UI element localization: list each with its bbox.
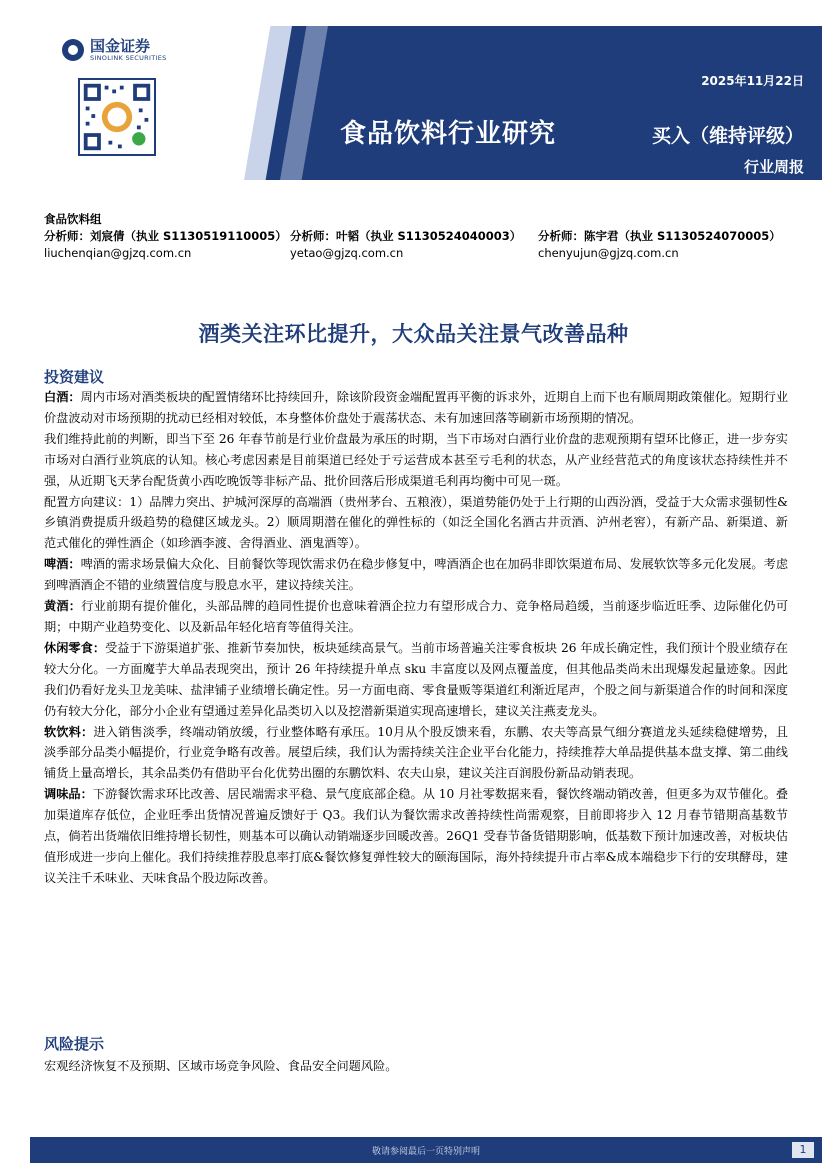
analyst-name: 分析师：陈宇君（执业 S1130524070005）	[538, 229, 781, 243]
report-subkind: 证券研究报告	[744, 183, 804, 194]
logo-icon	[62, 39, 84, 61]
analyst-2	[290, 228, 521, 262]
footer-disclaimer: 敬请参阅最后一页特别声明	[371, 1147, 480, 1157]
report-date: 2025年11月22日	[701, 74, 804, 88]
paragraph-text: 啤酒的需求场景偏大众化、目前餐饮等现饮需求仍在稳步修复中，啤酒酒企也在加码非即饮渠道布局、发展软饮等多元化发展。考虑到啤酒酒企不错的业绩置信度与股息水平，建议持续关注。	[44, 557, 789, 593]
analyst-name: 分析师：刘宸倩（执业 S1130519110005）	[44, 229, 287, 243]
footer-bar	[30, 1137, 822, 1163]
paragraph-condiments	[44, 784, 788, 889]
analyst-email[interactable]: chenyujun@gjzq.com.cn	[538, 246, 679, 260]
paragraph-snacks	[44, 638, 788, 722]
paragraph-text: 行业前期有提价催化，头部品牌的趋同性提价也意味着酒企拉力有望形成合力、竞争格局趋缓，当前逐步临近旺季、边际催化仍可期；中期产业趋势变化、以及新品年轻化培育等值得关注。	[44, 599, 789, 634]
paragraph-baijiu	[44, 387, 788, 429]
analyst-email[interactable]: liuchenqian@gjzq.com.cn	[44, 246, 192, 260]
paragraph-text: 周内市场对酒类板块的配置情绪环比持续回升，除该阶段资金端配置再平衡的诉求外，近期自上而下也有顺周期政策催化。短期行业价盘波动对市场预期的扰动已经相对较低，本身整体价盘处于震荡状态、未有加速回落等刷新市场预期的情况。	[44, 390, 789, 425]
paragraph-soft-drinks	[44, 722, 788, 785]
paragraph-beer	[44, 554, 788, 596]
investment-heading: 投资建议	[44, 368, 105, 386]
paragraph-text: 配置方向建议：1）品牌力突出、护城河深厚的高端酒（贵州茅台、五粮液），渠道势能仍处于上行期的山西汾酒，受益于大众需求强韧性&乡镇消费提质升级趋势的稳健区域龙头。2）顺周期潜在催化的弹性标的（如泛全国化名酒古井贡酒、泸州老窖），有新产品、新渠道、新范式催化的弹性酒企（如珍酒李渡、舍得酒业、酒鬼酒等）。	[44, 494, 788, 551]
paragraph-allocation	[44, 492, 788, 555]
paragraph-label: 啤酒：	[44, 557, 81, 572]
paragraph-label: 休闲零食：	[44, 640, 106, 655]
analyst-group: 食品饮料组	[44, 212, 102, 226]
paragraph-yellow-wine	[44, 596, 788, 638]
page-number: 1	[792, 1142, 814, 1158]
paragraph-text: 进入销售淡季，终端动销放缓，行业整体略有承压。10月从个股反馈来看，东鹏、农夫等高景气细分赛道龙头延续稳健增势，且淡季部分品类小幅提价，行业竞争略有改善。展望后续，我们认为需持续关注企业平台化能力，持续推荐大单品提供基本盘支撑、第二曲线铺货上量高增长，其余品类仍有借助平台化优势出圈的东鹏饮料、农夫山泉，建议关注百润股份新品动销表现。	[44, 724, 788, 781]
paragraph-text: 我们维持此前的判断，即当下至 26 年春节前是行业价盘最为承压的时期，当下市场对白酒行业价盘的悲观预期有望环比修正，进一步夯实市场对白酒行业筑底的认知。核心考虑因素是目前渠道已经处于亏运营成本甚至亏毛利的状态，从产业经营范式的角度该状态持续性并不强，从近期飞天茅台配货黄小西吃晚饭等非标产品、批价回落后形成渠道毛利再均衡中可见一斑。	[44, 431, 788, 488]
rating: 买入（维持评级）	[651, 125, 804, 147]
risk-heading: 风险提示	[44, 1035, 105, 1053]
paragraph-judgement	[44, 429, 788, 492]
paragraph-label: 软饮料：	[44, 724, 94, 739]
report-title: 酒类关注环比提升，大众品关注景气改善品种	[198, 322, 629, 346]
paragraph-text: 受益于下游渠道扩张、推新节奏加快，板块延续高景气。当前市场普遍关注零食板块 26 年成长确定性，我们预计个股业绩存在较大分化。一方面魔芋大单品表现突出，预计 26 年持续提升单点 sku 丰富度以及网点覆盖度，但其他品类尚未出现爆发起量迹象。因此我们仍看好龙头卫龙美味、盐津铺子业绩增长确定性。另一方面电商、零食量贩等渠道红利渐近尾声，个股之间与新渠道合作的时间和深度仍有较大分化，部分小企业有望通过差异化品类切入以及挖潜新渠道实现高速增长，建议关注燕麦龙头。	[44, 640, 788, 718]
report-kind: 行业周报	[743, 158, 804, 176]
qr-code-icon	[78, 78, 156, 156]
paragraph-text: 下游餐饮需求环比改善、居民端需求平稳、景气度底部企稳。从 10 月社零数据来看，餐饮终端动销改善，但更多为双节催化。叠加渠道库存低位，企业旺季出货情况普遍反馈好于 Q3。我们认为餐饮需求改善持续性尚需观察，目前即将步入 12 月春节错期高基数节点，倘若出货端依旧维持增长韧性，则基本可以确认动销端逐步回暖改善。26Q1 受春节备货错期影响，低基数下预计加速改善，对板块估值形成进一步向上催化。我们持续推荐股息率打底&餐饮修复弹性较大的颐海国际，海外持续提升市占率&成本端稳步下行的安琪酵母，建议关注千禾味业、天味食品个股边际改善。	[44, 787, 789, 885]
logo-name-cn: 国金证券	[90, 37, 151, 55]
report-type: 食品饮料行业研究	[340, 119, 557, 149]
investment-body	[44, 387, 788, 889]
analyst-email[interactable]: yetao@gjzq.com.cn	[290, 246, 404, 260]
logo-name-en: SINOLINK SECURITIES	[90, 54, 167, 62]
paragraph-label: 白酒：	[44, 390, 81, 404]
paragraph-label: 调味品：	[44, 787, 93, 802]
company-logo	[62, 38, 167, 62]
analyst-3	[538, 228, 781, 262]
paragraph-label: 黄酒：	[44, 599, 82, 614]
analyst-1	[44, 228, 287, 262]
analyst-name: 分析师：叶韬（执业 S1130524040003）	[290, 229, 522, 243]
risk-text: 宏观经济恢复不及预期、区域市场竞争风险、食品安全问题风险。	[44, 1059, 398, 1073]
